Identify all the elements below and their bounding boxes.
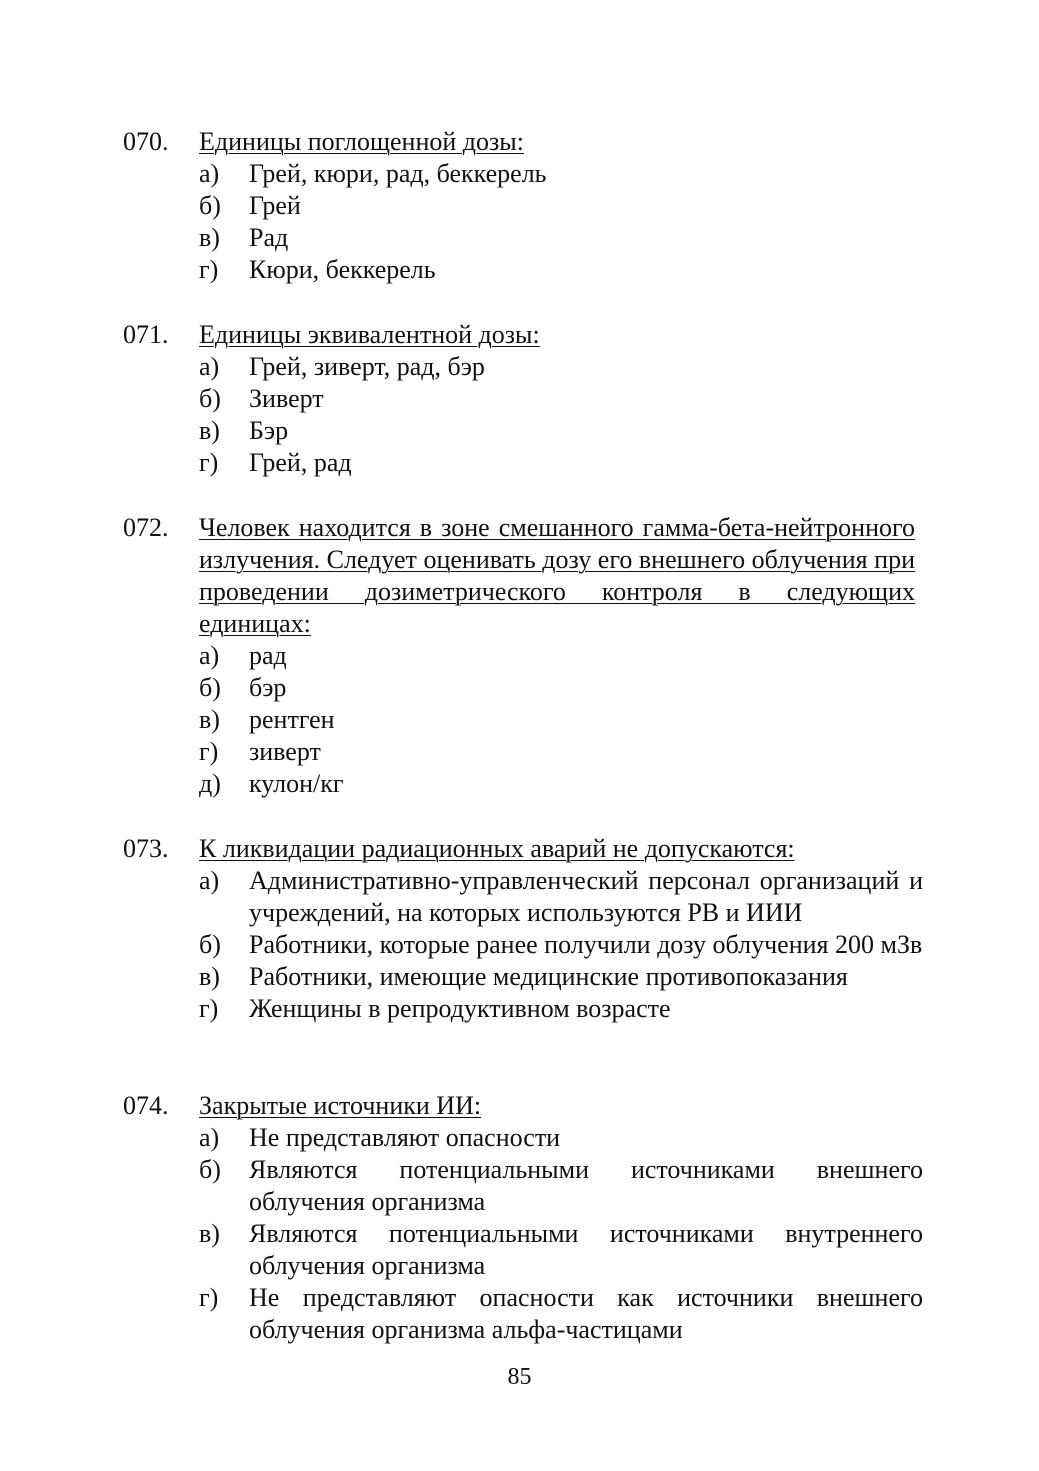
option-letter: а) (199, 159, 220, 188)
option-letter: б) (199, 191, 221, 220)
answer-option (199, 929, 923, 961)
option-letter: в) (199, 1219, 220, 1248)
option-text: бэр (249, 673, 287, 702)
question-header (123, 319, 923, 351)
answer-option (199, 961, 923, 993)
option-text: Бэр (249, 416, 289, 445)
question-header (123, 1090, 923, 1122)
question-073 (123, 833, 923, 1025)
answer-option (199, 672, 923, 704)
answer-option (199, 865, 923, 929)
option-letter: а) (199, 866, 220, 895)
question-text: К ликвидации радиационных аварий не допускаются: (199, 834, 795, 863)
answer-option (199, 993, 923, 1025)
option-letter: а) (199, 352, 220, 381)
option-text: зиверт (249, 737, 321, 766)
option-text: Не представляют опасности (249, 1123, 561, 1152)
option-letter: а) (199, 641, 220, 670)
option-text: Являются потенциальными источниками внутреннего облучения организма (249, 1219, 923, 1280)
option-text: Зиверт (249, 384, 324, 413)
option-text: Административно-управленческий персонал организаций и учреждений, на которых используются РВ и ИИИ (249, 866, 923, 927)
option-text: Грей, кюри, рад, беккерель (249, 159, 547, 188)
option-letter: г) (199, 255, 219, 284)
option-text: Грей, зиверт, рад, бэр (249, 352, 485, 381)
option-text: Работники, имеющие медицинские противопоказания (249, 962, 848, 991)
answer-option (199, 254, 923, 286)
question-header (123, 833, 923, 865)
option-text: Работники, которые ранее получили дозу облучения 200 мЗв (249, 930, 923, 959)
option-text: рад (249, 641, 287, 670)
question-header (123, 126, 923, 158)
option-letter: в) (199, 223, 220, 252)
option-text: Кюри, беккерель (249, 255, 436, 284)
answer-option (199, 704, 923, 736)
page-number: 85 (507, 1364, 532, 1390)
option-letter: б) (199, 1155, 221, 1184)
answer-option (199, 736, 923, 768)
answer-option (199, 415, 923, 447)
question-text: Единицы эквивалентной дозы: (199, 320, 540, 349)
option-letter: в) (199, 962, 220, 991)
question-071 (123, 319, 923, 479)
answer-option (199, 1122, 923, 1154)
question-number: 070. (123, 127, 169, 156)
option-text: Рад (249, 223, 289, 252)
question-header (123, 512, 923, 640)
answer-option (199, 222, 923, 254)
option-letter: г) (199, 994, 219, 1023)
question-number: 073. (123, 834, 169, 863)
question-number: 074. (123, 1091, 169, 1120)
option-text: Грей (249, 191, 301, 220)
answer-option (199, 383, 923, 415)
answer-option (199, 1154, 923, 1218)
question-text: Единицы поглощенной дозы: (199, 127, 524, 156)
option-letter: д) (199, 769, 221, 798)
answer-option (199, 190, 923, 222)
option-letter: в) (199, 416, 220, 445)
question-074 (123, 1090, 923, 1346)
question-text: Закрытые источники ИИ: (199, 1091, 482, 1120)
option-letter: б) (199, 384, 221, 413)
question-number: 071. (123, 320, 169, 349)
answer-option (199, 158, 923, 190)
answer-option (199, 1282, 923, 1346)
option-text: Не представляют опасности как источники внешнего облучения организма альфа-частицами (249, 1283, 923, 1344)
option-letter: г) (199, 737, 219, 766)
option-text: кулон/кг (249, 769, 344, 798)
question-text: Человек находится в зоне смешанного гамма-бета-нейтронного излучения. Следует оценивать дозу его внешнего облучения при проведении дозиметрического контроля в следующих единицах: (199, 513, 915, 638)
option-text: Являются потенциальными источниками внешнего облучения организма (249, 1155, 923, 1216)
option-letter: б) (199, 930, 221, 959)
answer-option (199, 1218, 923, 1282)
option-letter: а) (199, 1123, 220, 1152)
question-number: 072. (123, 513, 169, 542)
option-text: Грей, рад (249, 448, 352, 477)
option-text: рентген (249, 705, 335, 734)
option-letter: б) (199, 673, 221, 702)
question-070 (123, 126, 923, 286)
answer-option (199, 447, 923, 479)
option-letter: г) (199, 448, 219, 477)
option-letter: в) (199, 705, 220, 734)
option-letter: г) (199, 1283, 219, 1312)
answer-option (199, 640, 923, 672)
option-text: Женщины в репродуктивном возрасте (249, 994, 671, 1023)
question-072 (123, 512, 923, 800)
answer-option (199, 351, 923, 383)
answer-option (199, 768, 923, 800)
